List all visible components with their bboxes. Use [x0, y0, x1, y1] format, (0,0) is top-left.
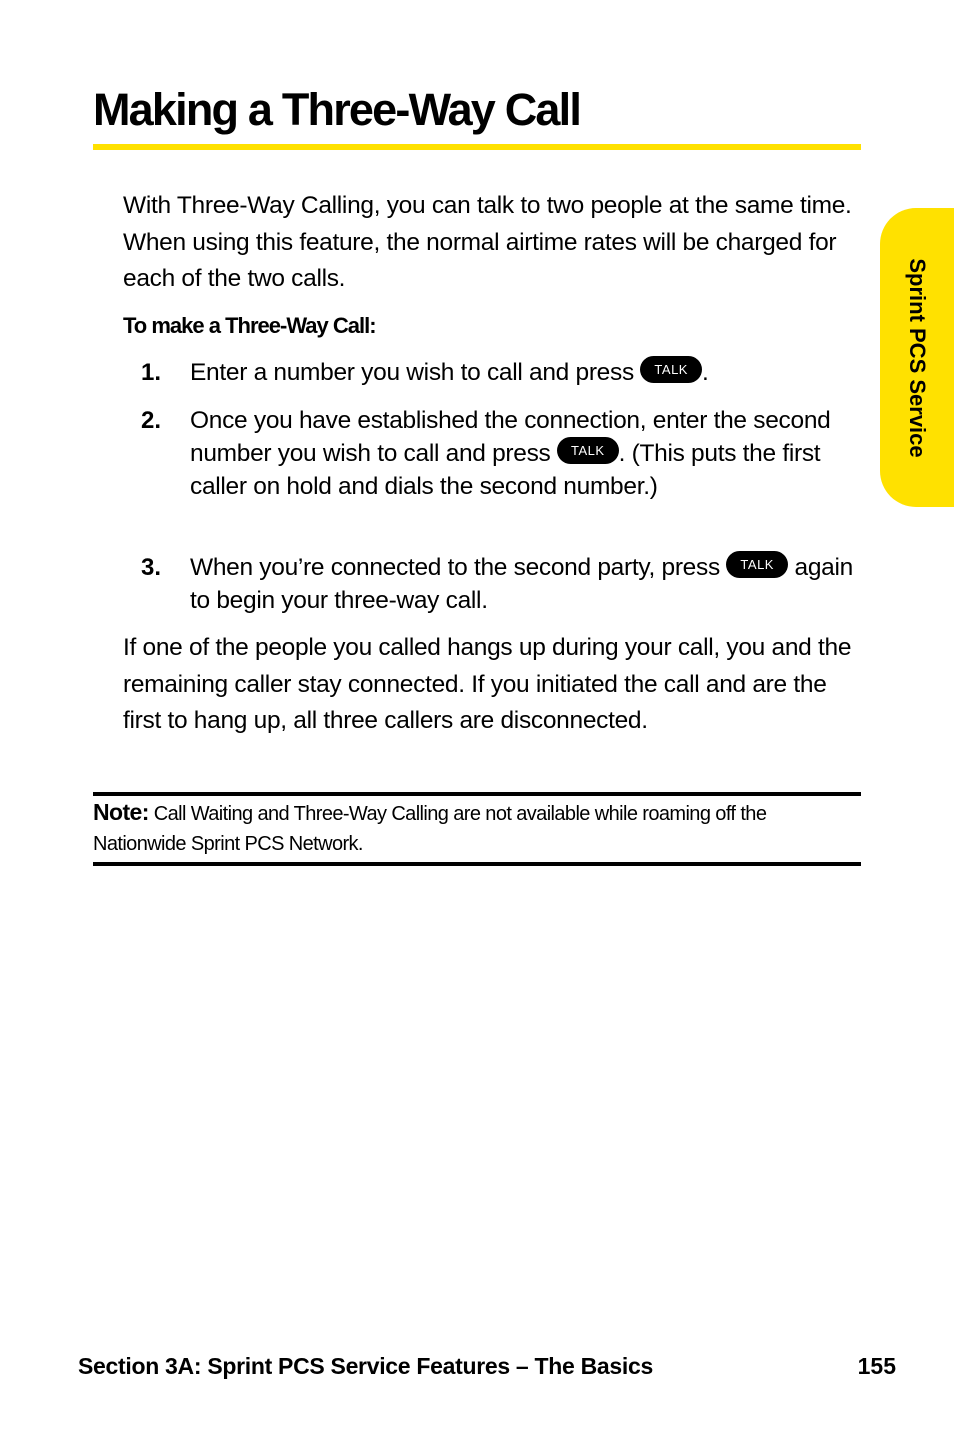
talk-key-icon: TALK: [557, 437, 619, 464]
step-text-after: . (This puts the first caller on hold and dials the second number.): [190, 440, 821, 500]
note-rule-bottom: [93, 862, 861, 866]
step-number: 2.: [141, 407, 162, 434]
talk-key-icon: TALK: [726, 551, 788, 578]
talk-key-icon: TALK: [640, 356, 702, 383]
step-number: 3.: [141, 554, 162, 581]
note-rule-top: [93, 792, 861, 796]
step-text-before: Enter a number you wish to call and press: [190, 359, 641, 386]
step-text-before: When you’re connected to the second party, press: [190, 554, 727, 581]
note-label: Note:: [93, 799, 149, 825]
note-text: Call Waiting and Three-Way Calling are not available while roaming off the Nationwide Sprint PCS Network.: [93, 803, 767, 855]
step-text-after: again to begin your three-way call.: [190, 554, 853, 614]
procedure-heading: To make a Three-Way Call:: [123, 313, 376, 338]
intro-paragraph: With Three-Way Calling, you can talk to two people at the same time. When using this feature, the normal airtime rates will be charged for each of the two calls.: [123, 192, 852, 292]
step-text-before: Once you have established the connection, enter the second number you wish to call and press: [190, 407, 831, 467]
section-side-tab: [880, 208, 954, 507]
page-number: 155: [857, 1353, 896, 1379]
page-title: Making a Three-Way Call: [93, 84, 581, 135]
step-text-after: .: [701, 359, 709, 386]
hangup-paragraph: If one of the people you called hangs up during your call, you and the remaining caller stay connected. If you initiated the call and are the first to hang up, all three callers are disconnected.: [123, 634, 852, 734]
step-number: 1.: [141, 359, 162, 386]
footer-section-title: Section 3A: Sprint PCS Service Features – The Basics: [78, 1353, 653, 1379]
title-underline: [93, 144, 861, 150]
side-tab-label: Sprint PCS Service: [905, 258, 930, 458]
note-box: [93, 797, 861, 859]
step-text: [190, 356, 856, 389]
step-text: [190, 551, 856, 617]
step-text: [190, 404, 856, 503]
